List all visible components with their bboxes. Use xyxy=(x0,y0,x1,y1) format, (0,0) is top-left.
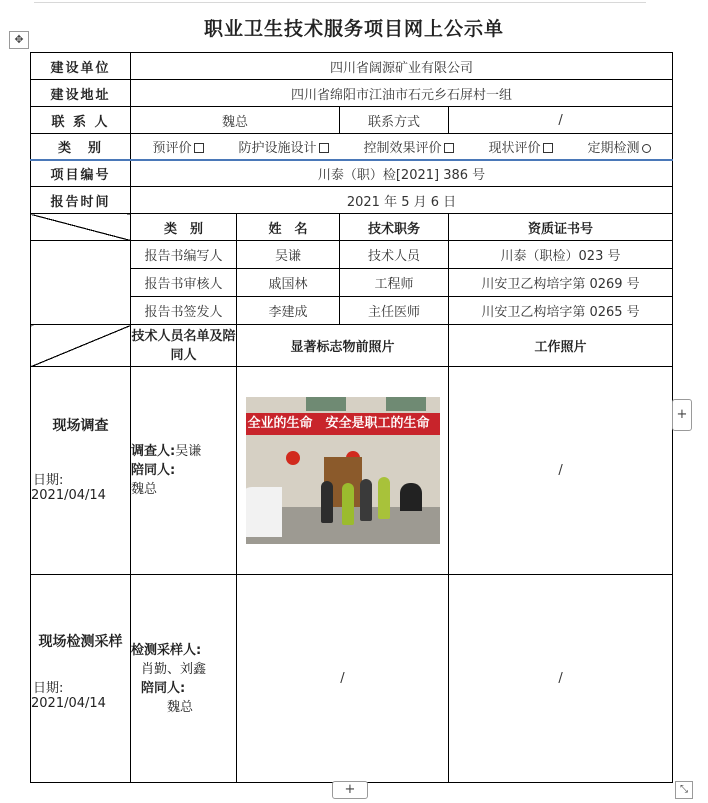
option-protection-design[interactable]: 防护设施设计 xyxy=(238,137,328,156)
staff-header-row xyxy=(31,214,673,241)
option-status-evaluation[interactable]: 现状评价 xyxy=(488,137,552,156)
option-pre-evaluation[interactable]: 预评价 xyxy=(152,137,203,156)
staff-role: 报告书签发人 xyxy=(131,297,237,325)
photo-header-row xyxy=(31,325,673,367)
sampler-names: 肖勤、刘鑫 xyxy=(141,661,207,677)
row-report-time xyxy=(31,187,673,214)
header-category: 类 别 xyxy=(131,214,237,241)
staff-name[interactable]: 吴谦 xyxy=(237,241,340,269)
checkbox-icon[interactable] xyxy=(444,143,454,153)
table-row xyxy=(31,241,673,269)
site-sampling-stage-cell xyxy=(31,575,131,783)
add-column-icon[interactable]: + xyxy=(672,399,692,431)
staff-left-blank xyxy=(31,241,131,325)
value-contact-method[interactable]: / xyxy=(449,107,673,134)
site-sampling-people-cell xyxy=(131,575,237,783)
row-project-number xyxy=(31,160,673,187)
label-report-time: 报告时间 xyxy=(31,187,131,214)
row-construction-unit xyxy=(31,53,673,80)
investigator-name: 吴谦 xyxy=(175,444,202,459)
row-contact xyxy=(31,107,673,134)
label-construction-unit: 建设单位 xyxy=(31,53,131,80)
option-control-effect[interactable]: 控制效果评价 xyxy=(363,137,453,156)
label-project-number: 项目编号 xyxy=(31,160,131,187)
radio-icon[interactable] xyxy=(642,144,651,153)
staff-certificate[interactable]: 川安卫乙构培字第 0265 号 xyxy=(449,297,673,325)
diagonal-cell xyxy=(31,325,131,367)
header-work-photo: 工作照片 xyxy=(449,325,673,367)
site-survey-people-cell xyxy=(131,367,237,575)
stage-name-site-survey: 现场调查 xyxy=(52,418,109,434)
companion-name: 魏总 xyxy=(167,699,194,715)
header-landmark-photo: 显著标志物前照片 xyxy=(237,325,449,367)
date-value: 2021/04/14 xyxy=(31,696,106,711)
header-name: 姓 名 xyxy=(237,214,340,241)
staff-role: 报告书编写人 xyxy=(131,241,237,269)
date-label: 日期: xyxy=(33,681,64,696)
work-photo-cell[interactable]: / xyxy=(449,575,673,783)
value-report-time[interactable]: 2021 年 5 月 6 日 xyxy=(131,187,673,214)
header-staff-and-companion: 技术人员名单及陪同人 xyxy=(131,325,237,367)
staff-title[interactable]: 技术人员 xyxy=(340,241,449,269)
companion-label: 陪同人: xyxy=(131,463,176,478)
date-value: 2021/04/14 xyxy=(31,488,106,503)
publicity-form-table xyxy=(30,52,673,783)
landmark-photo-cell[interactable]: / xyxy=(237,575,449,783)
document-title: 职业卫生技术服务项目网上公示单 xyxy=(203,18,504,40)
companion-label: 陪同人: xyxy=(141,680,186,696)
row-category xyxy=(31,134,673,160)
site-sampling-row xyxy=(31,575,673,783)
value-contact-person[interactable]: 魏总 xyxy=(131,107,340,134)
site-survey-row xyxy=(31,367,673,575)
checkbox-icon[interactable] xyxy=(194,143,204,153)
page-top-rule xyxy=(34,2,646,3)
table-resize-icon[interactable]: ⤡ xyxy=(675,781,693,799)
header-certificate-number: 资质证书号 xyxy=(449,214,673,241)
stage-name-site-sampling: 现场检测采样 xyxy=(38,634,123,650)
header-tech-title: 技术职务 xyxy=(340,214,449,241)
landmark-photo-cell xyxy=(237,367,449,575)
category-options xyxy=(131,134,673,160)
value-construction-address[interactable]: 四川省绵阳市江油市石元乡石屏村一组 xyxy=(131,80,673,107)
staff-name[interactable]: 李建成 xyxy=(237,297,340,325)
date-label: 日期: xyxy=(33,473,64,488)
staff-role: 报告书审核人 xyxy=(131,269,237,297)
sampler-label: 检测采样人: xyxy=(131,642,202,658)
option-periodic-detection[interactable]: 定期检测 xyxy=(587,137,650,156)
staff-title[interactable]: 工程师 xyxy=(340,269,449,297)
checkbox-icon[interactable] xyxy=(319,143,329,153)
add-row-icon[interactable]: + xyxy=(332,781,368,799)
checkbox-icon[interactable] xyxy=(543,143,553,153)
row-construction-address xyxy=(31,80,673,107)
label-contact-method: 联系方式 xyxy=(340,107,449,134)
staff-certificate[interactable]: 川泰（职检）023 号 xyxy=(449,241,673,269)
value-construction-unit[interactable]: 四川省阔源矿业有限公司 xyxy=(131,53,673,80)
safety-banner: 全业的生命 安全是职工的生命 xyxy=(246,413,440,435)
staff-name[interactable]: 戚国林 xyxy=(237,269,340,297)
investigator-label: 调查人: xyxy=(131,444,176,459)
table-move-handle-icon[interactable]: ✥ xyxy=(9,31,29,49)
label-category: 类 别 xyxy=(31,134,131,160)
staff-certificate[interactable]: 川安卫乙构培字第 0269 号 xyxy=(449,269,673,297)
staff-title[interactable]: 主任医师 xyxy=(340,297,449,325)
work-photo-cell[interactable]: / xyxy=(449,367,673,575)
label-construction-address: 建设地址 xyxy=(31,80,131,107)
value-project-number[interactable]: 川泰（职）检[2021] 386 号 xyxy=(131,160,673,187)
site-survey-stage-cell xyxy=(31,367,131,575)
label-contact-person: 联 系 人 xyxy=(31,107,131,134)
landmark-photo[interactable] xyxy=(246,397,440,544)
companion-name: 魏总 xyxy=(131,482,158,497)
diagonal-cell xyxy=(31,214,131,241)
